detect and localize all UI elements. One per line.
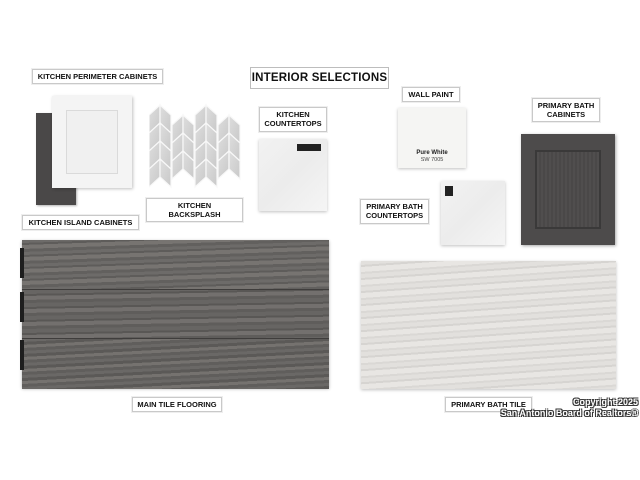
label-line: PRIMARY BATH bbox=[537, 101, 595, 110]
copyright-line: Copyright 2025 bbox=[572, 397, 638, 407]
label-kitchen-perimeter-cabinets: KITCHEN PERIMETER CABINETS bbox=[32, 69, 163, 84]
label-kitchen-island-cabinets: KITCHEN ISLAND CABINETS bbox=[22, 215, 139, 230]
sample-tag bbox=[297, 144, 321, 151]
label-kitchen-countertops bbox=[259, 107, 327, 132]
copyright-watermark bbox=[501, 397, 638, 419]
kitchen-countertop-swatch bbox=[259, 139, 327, 211]
sample-tag bbox=[20, 248, 24, 278]
sample-tag bbox=[20, 340, 24, 370]
paint-code: SW 7005 bbox=[420, 157, 444, 163]
sample-tag bbox=[445, 186, 453, 196]
paint-name: Pure White bbox=[416, 150, 448, 156]
label-wall-paint: WALL PAINT bbox=[402, 87, 460, 102]
floor-plank bbox=[22, 240, 329, 289]
cabinet-door-panel bbox=[535, 150, 601, 229]
label-line: COUNTERTOPS bbox=[365, 211, 424, 220]
label-primary-bath-cabinets bbox=[532, 98, 600, 122]
label-line: PRIMARY BATH bbox=[366, 202, 423, 211]
label-primary-bath-tile: PRIMARY BATH TILE bbox=[445, 397, 532, 412]
kitchen-perimeter-cabinet-swatch bbox=[52, 96, 132, 188]
label-primary-bath-countertops bbox=[360, 199, 429, 224]
wall-paint-chip bbox=[398, 108, 466, 168]
kitchen-backsplash-swatch bbox=[149, 103, 241, 189]
label-line: KITCHEN bbox=[276, 110, 310, 119]
floor-plank bbox=[22, 338, 329, 389]
primary-bath-tile-swatch bbox=[361, 261, 616, 389]
floor-plank bbox=[22, 289, 329, 339]
sample-tag bbox=[20, 292, 24, 322]
primary-bath-cabinet-swatch bbox=[521, 134, 615, 245]
label-kitchen-backsplash: KITCHEN BACKSPLASH bbox=[146, 198, 243, 222]
page-title: INTERIOR SELECTIONS bbox=[250, 67, 389, 89]
label-main-tile-flooring: MAIN TILE FLOORING bbox=[132, 397, 222, 412]
copyright-line: San Antonio Board of Realtors® bbox=[500, 408, 638, 418]
primary-bath-countertop-swatch bbox=[441, 181, 505, 245]
label-line: COUNTERTOPS bbox=[264, 119, 322, 128]
cabinet-door-panel bbox=[66, 110, 118, 174]
main-tile-flooring-swatch bbox=[22, 240, 329, 388]
label-line: CABINETS bbox=[546, 110, 586, 119]
